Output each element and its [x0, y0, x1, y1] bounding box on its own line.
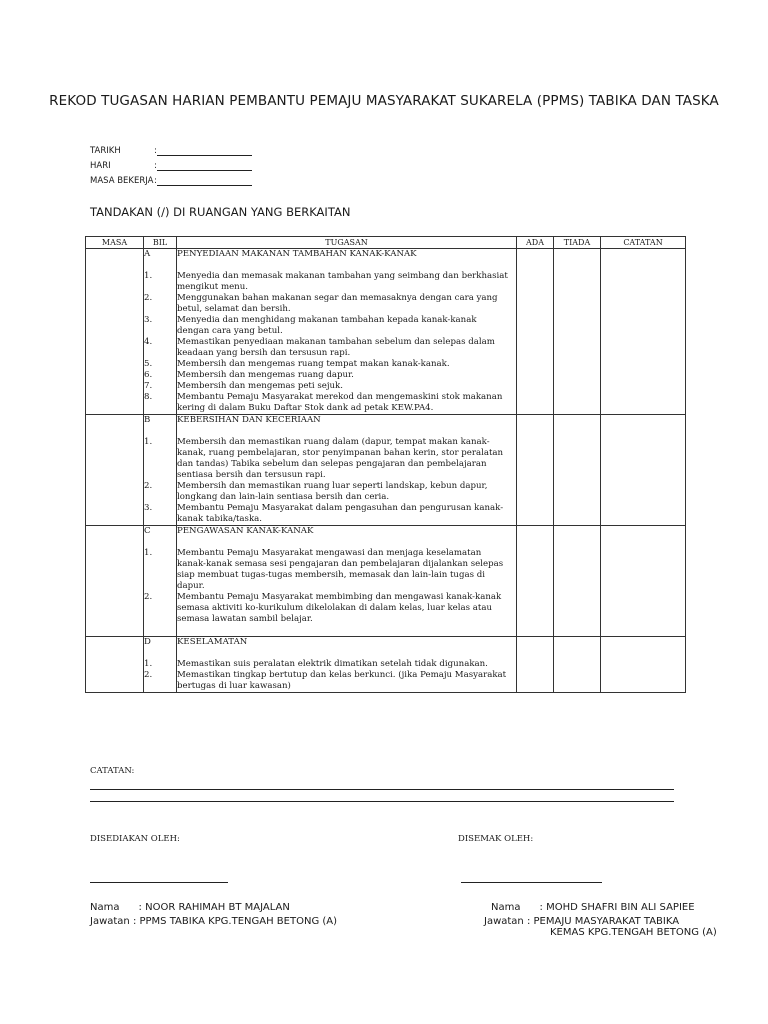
- task-line: longkang dan lain-lain sentiasa bersih dan ceria.: [177, 492, 390, 502]
- meta-row-tarikh: [90, 146, 252, 156]
- item-number: 6.: [144, 370, 153, 380]
- section-row: [86, 249, 686, 415]
- header-tiada: TIADA: [554, 237, 601, 249]
- cell-masa[interactable]: [86, 415, 144, 526]
- page-title: REKOD TUGASAN HARIAN PEMBANTU PEMAJU MASYARAKAT SUKARELA (PPMS) TABIKA DAN TASKA: [49, 93, 719, 109]
- task-table: [85, 236, 686, 693]
- header-ada: ADA: [517, 237, 554, 249]
- cell-catatan[interactable]: [601, 637, 686, 693]
- task-item: [177, 337, 516, 359]
- task-item: [177, 392, 516, 414]
- task-item: [177, 271, 516, 293]
- meta-row-masa-bekerja: [90, 176, 252, 186]
- cell-catatan[interactable]: [601, 249, 686, 415]
- task-item: [177, 381, 516, 392]
- task-line: Menyedia dan menghidang makanan tambahan kepada kanak-kanak: [177, 315, 477, 325]
- task-line: Membersih dan mengemas ruang tempat makan kanak-kanak.: [177, 359, 450, 369]
- task-line: kering di dalam Buku Daftar Stok dank ad petak KEW.PA4.: [177, 403, 434, 413]
- cell-bil: [144, 637, 177, 693]
- prepared-signature-line[interactable]: [90, 882, 228, 883]
- section-code: A: [144, 249, 151, 259]
- task-line: dapur.: [177, 581, 205, 591]
- task-item: [177, 659, 516, 670]
- cell-tiada-checkbox[interactable]: [554, 637, 601, 693]
- task-line: betul, selamat dan bersih.: [177, 304, 291, 314]
- item-number: 1.: [144, 437, 153, 447]
- task-line: kanak tabika/taska.: [177, 514, 263, 524]
- section-title: KEBERSIHAN DAN KECERIAAN: [177, 415, 321, 425]
- cell-tugasan: [177, 637, 517, 693]
- task-line: dan tandas) Tabika sebelum dan selepas pengajaran dan pembelajaran: [177, 459, 487, 469]
- cell-masa[interactable]: [86, 637, 144, 693]
- cell-masa[interactable]: [86, 526, 144, 637]
- task-item: [177, 437, 516, 481]
- task-line: semasa aktiviti ko-kurikulum dikelolakan di dalam kelas, luar kelas atau: [177, 603, 493, 613]
- task-line: Memastikan tingkap bertutup dan kelas berkunci. (jika Pemaju Masyarakat: [177, 670, 507, 680]
- task-item: [177, 503, 516, 525]
- instruction: TANDAKAN (/) DI RUANGAN YANG BERKAITAN: [90, 205, 351, 219]
- checked-post-cont: KEMAS KPG.TENGAH BETONG (A): [550, 927, 717, 938]
- cell-tugasan: [177, 526, 517, 637]
- item-number: 2.: [144, 670, 153, 680]
- cell-ada-checkbox[interactable]: [517, 526, 554, 637]
- task-line: bertugas di luar kawasan): [177, 681, 291, 691]
- task-item: [177, 548, 516, 592]
- task-line: keadaan yang bersih dan tersusun rapi.: [177, 348, 351, 358]
- meta-sep: :: [154, 146, 157, 156]
- table-header-row: [86, 237, 686, 249]
- task-line: siap membuat tugas-tugas membersih, memasak dan lain-lain tugas di: [177, 570, 485, 580]
- section-code: B: [144, 415, 151, 425]
- cell-tiada-checkbox[interactable]: [554, 526, 601, 637]
- cell-bil: [144, 249, 177, 415]
- cell-tiada-checkbox[interactable]: [554, 415, 601, 526]
- checked-signature-line[interactable]: [461, 882, 602, 883]
- task-item: [177, 359, 516, 370]
- task-item: [177, 481, 516, 503]
- section-title: PENGAWASAN KANAK-KANAK: [177, 526, 314, 536]
- item-number: 1.: [144, 659, 153, 669]
- item-number: 2.: [144, 592, 153, 602]
- task-line: kanak-kanak semasa sesi pengajaran dan pembelajaran dijalankan selepas: [177, 559, 504, 569]
- task-line: Membersih dan mengemas ruang dapur.: [177, 370, 354, 380]
- task-line: Memastikan penyediaan makanan tambahan sebelum dan selepas dalam: [177, 337, 495, 347]
- task-line: Membersih dan mengemas peti sejuk.: [177, 381, 343, 391]
- cell-tugasan: [177, 249, 517, 415]
- section-code: D: [144, 637, 151, 647]
- section-title: PENYEDIAAN MAKANAN TAMBAHAN KANAK-KANAK: [177, 249, 417, 259]
- task-line: Membantu Pemaju Masyarakat merekod dan mengemaskini stok makanan: [177, 392, 503, 402]
- item-number: 3.: [144, 503, 153, 513]
- notes-line[interactable]: [90, 801, 674, 802]
- prepared-name: Nama : NOOR RAHIMAH BT MAJALAN: [90, 902, 290, 913]
- task-line: Membersih dan memastikan ruang luar seperti landskap, kebun dapur,: [177, 481, 488, 491]
- cell-masa[interactable]: [86, 249, 144, 415]
- prepared-by-label: DISEDIAKAN OLEH:: [90, 834, 180, 844]
- task-item: [177, 592, 516, 625]
- task-line: Membantu Pemaju Masyarakat mengawasi dan menjaga keselamatan: [177, 548, 482, 558]
- meta-blank-line[interactable]: [157, 162, 252, 171]
- task-line: Membersih dan memastikan ruang dalam (dapur, tempat makan kanak-: [177, 437, 490, 447]
- task-line: sentiasa bersih dan tersusun rapi.: [177, 470, 326, 480]
- header-tugasan: TUGASAN: [177, 237, 517, 249]
- task-line: kanak, ruang pembelajaran, stor penyimpanan bahan kerin, stor peralatan: [177, 448, 504, 458]
- notes-label: CATATAN:: [90, 766, 135, 776]
- cell-tugasan: [177, 415, 517, 526]
- task-line: Menyedia dan memasak makanan tambahan yang seimbang dan berkhasiat: [177, 271, 508, 281]
- item-number: 5.: [144, 359, 153, 369]
- meta-blank-line[interactable]: [157, 177, 252, 186]
- meta-sep: :: [154, 176, 157, 186]
- task-line: Membantu Pemaju Masyarakat dalam pengasuhan dan pengurusan kanak-: [177, 503, 504, 513]
- section-title: KESELAMATAN: [177, 637, 248, 647]
- task-line: Memastikan suis peralatan elektrik dimatikan setelah tidak digunakan.: [177, 659, 488, 669]
- checked-post: Jawatan : PEMAJU MASYARAKAT TABIKA: [484, 916, 680, 927]
- header-catatan: CATATAN: [601, 237, 686, 249]
- prepared-post: Jawatan : PPMS TABIKA KPG.TENGAH BETONG (A): [90, 916, 338, 927]
- task-line: Menggunakan bahan makanan segar dan memasaknya dengan cara yang: [177, 293, 498, 303]
- cell-catatan[interactable]: [601, 415, 686, 526]
- section-row: [86, 526, 686, 637]
- cell-tiada-checkbox[interactable]: [554, 249, 601, 415]
- meta-label: MASA BEKERJA: [90, 176, 154, 186]
- item-number: 1.: [144, 271, 153, 281]
- item-number: 4.: [144, 337, 153, 347]
- item-number: 7.: [144, 381, 153, 391]
- item-number: 2.: [144, 293, 153, 303]
- task-item: [177, 670, 516, 692]
- meta-label: TARIKH: [90, 146, 121, 156]
- cell-catatan[interactable]: [601, 526, 686, 637]
- task-line: semasa lawatan sambil belajar.: [177, 614, 313, 624]
- section-code: C: [144, 526, 151, 536]
- cell-bil: [144, 526, 177, 637]
- cell-ada-checkbox[interactable]: [517, 415, 554, 526]
- task-line: mengikut menu.: [177, 282, 248, 292]
- meta-row-hari: [90, 161, 252, 171]
- checked-name: Nama : MOHD SHAFRI BIN ALI SAPIEE: [491, 902, 695, 913]
- cell-ada-checkbox[interactable]: [517, 637, 554, 693]
- section-row: [86, 637, 686, 693]
- item-number: 1.: [144, 548, 153, 558]
- task-item: [177, 293, 516, 315]
- task-line: dengan cara yang betul.: [177, 326, 283, 336]
- notes-line[interactable]: [90, 789, 674, 790]
- section-row: [86, 415, 686, 526]
- task-item: [177, 315, 516, 337]
- item-number: 3.: [144, 315, 153, 325]
- header-bil: BIL: [144, 237, 177, 249]
- cell-ada-checkbox[interactable]: [517, 249, 554, 415]
- checked-by-label: DISEMAK OLEH:: [458, 834, 534, 844]
- meta-sep: :: [154, 161, 157, 171]
- task-line: Membantu Pemaju Masyarakat membimbing dan mengawasi kanak-kanak: [177, 592, 502, 602]
- item-number: 2.: [144, 481, 153, 491]
- task-item: [177, 370, 516, 381]
- item-number: 8.: [144, 392, 153, 402]
- header-masa: MASA: [86, 237, 144, 249]
- meta-label: HARI: [90, 161, 111, 171]
- cell-bil: [144, 415, 177, 526]
- meta-blank-line[interactable]: [157, 147, 252, 156]
